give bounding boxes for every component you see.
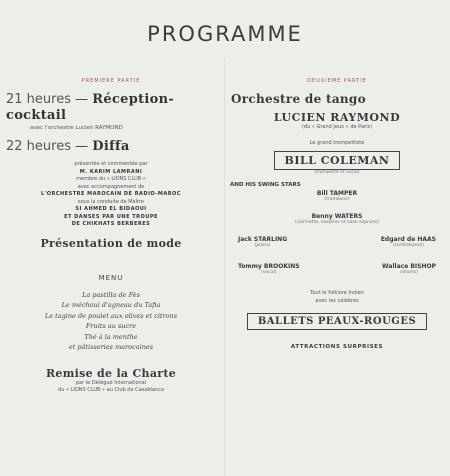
charter-subtitle-2: du « LIONS CLUB » au Club de Casablanca (58, 387, 164, 393)
charter-subtitle-1: par le Délégué International (75, 379, 147, 386)
musician-pair (226, 236, 448, 249)
musician-role: (vocal) (261, 270, 277, 275)
musician-name: Wallace BISHOP (382, 263, 436, 270)
menu-item: et pâtisseries marocaines (68, 343, 154, 351)
menu-item: La pastilla de Fès (82, 290, 140, 299)
folklore-line-2: avec les célèbres (315, 297, 359, 304)
star-name: BILL COLEMAN (274, 151, 401, 170)
ballets-name: BALLETS PEAUX-ROUGES (247, 313, 427, 330)
diffa-dash: — (75, 139, 89, 154)
musician-role: (clarinette, saxotins et saxo-soprano) (294, 220, 380, 225)
musician-block (226, 213, 448, 226)
folklore-line-1: Tout le folklore Indien (310, 290, 364, 296)
trumpeter-intro: Le grand trompettiste (309, 139, 365, 146)
diffa-line-6: sous la conduite de Maître (78, 198, 144, 205)
musician-block (238, 263, 300, 276)
swing-stars-heading: AND HIS SWING STARS (230, 182, 301, 188)
diffa-line-8: ET DANSES PAR UNE TROUPE (64, 213, 158, 220)
star-box (226, 151, 448, 170)
orchestra-heading: Orchestre de tango (231, 92, 366, 106)
fashion-show-heading: Présentation de mode (40, 236, 182, 250)
diffa-line-7: SI AHMED EL BIDAOUI (75, 206, 147, 212)
star-role: (trompette et vocal) (314, 170, 360, 175)
menu-item: Le méchoui d'agneau du Tafia (61, 301, 161, 309)
menu-item: Fruits au sucre (85, 322, 137, 330)
page-title: PROGRAMME (147, 22, 303, 46)
diffa-details (0, 161, 222, 229)
musician-name: Tommy BROOKINS (238, 263, 300, 270)
orchestra-leader: LUCIEN RAYMOND (273, 111, 401, 124)
diffa-line-5: L'ORCHESTRE MAROCAIN DE RADIO-MAROC (41, 191, 181, 197)
diffa-time: 22 heures (6, 139, 71, 154)
diffa-line (0, 139, 222, 155)
musician-block (226, 190, 448, 203)
orchestra-leader-subtitle: (du « Grand Jeux » de Paris) (301, 124, 373, 130)
menu-item: Thé à la menthe (84, 332, 138, 341)
diffa-line-3: membre du « LIONS CLUB » (76, 176, 146, 182)
musician-role: (trombone) (324, 197, 350, 202)
diffa-line-4: avec accompagnement de (77, 183, 145, 190)
attractions-heading: ATTRACTIONS SURPRISES (290, 344, 384, 350)
diffa-line-2: M. KARIM LAMRANI (79, 168, 143, 175)
musician-name: Benny WATERS (311, 213, 363, 220)
first-part-column (0, 78, 222, 395)
musician-role: (piano) (254, 243, 271, 248)
diffa-line-9: DE CHIKHATS BERBERES (71, 221, 151, 227)
reception-time: 21 heures (6, 92, 71, 107)
ballets-box (226, 313, 448, 330)
musician-block (381, 236, 436, 249)
musician-name: Jack STARLING (238, 236, 288, 243)
reception-line (0, 92, 222, 124)
reception-event: Réception-cocktail (6, 92, 175, 123)
diffa-line-1: présentée et commentée par (74, 161, 148, 167)
musician-pair (226, 263, 448, 276)
second-part-column (226, 78, 448, 350)
menu-item: Le tagine de poulet aux olives et citrons (44, 311, 178, 320)
musician-role: (drums) (400, 270, 418, 275)
first-part-heading: PREMIERE PARTIE (81, 78, 141, 84)
diffa-event: Diffa (92, 139, 130, 154)
musician-block (238, 236, 287, 249)
fold-line (224, 58, 225, 476)
musician-role: (contrebasse) (392, 243, 424, 248)
musician-block (382, 263, 436, 276)
reception-dash: — (75, 92, 89, 107)
menu-heading: MENU (98, 273, 124, 282)
musician-name: Bill TAMPER (316, 190, 358, 197)
charter-heading: Remise de la Charte (45, 366, 177, 380)
musician-name: Edgard de HAAS (380, 236, 436, 243)
second-part-heading: DEUXIEME PARTIE (307, 78, 367, 84)
reception-subtitle: avec l'orchestre Lucien RAYMOND (30, 125, 123, 131)
